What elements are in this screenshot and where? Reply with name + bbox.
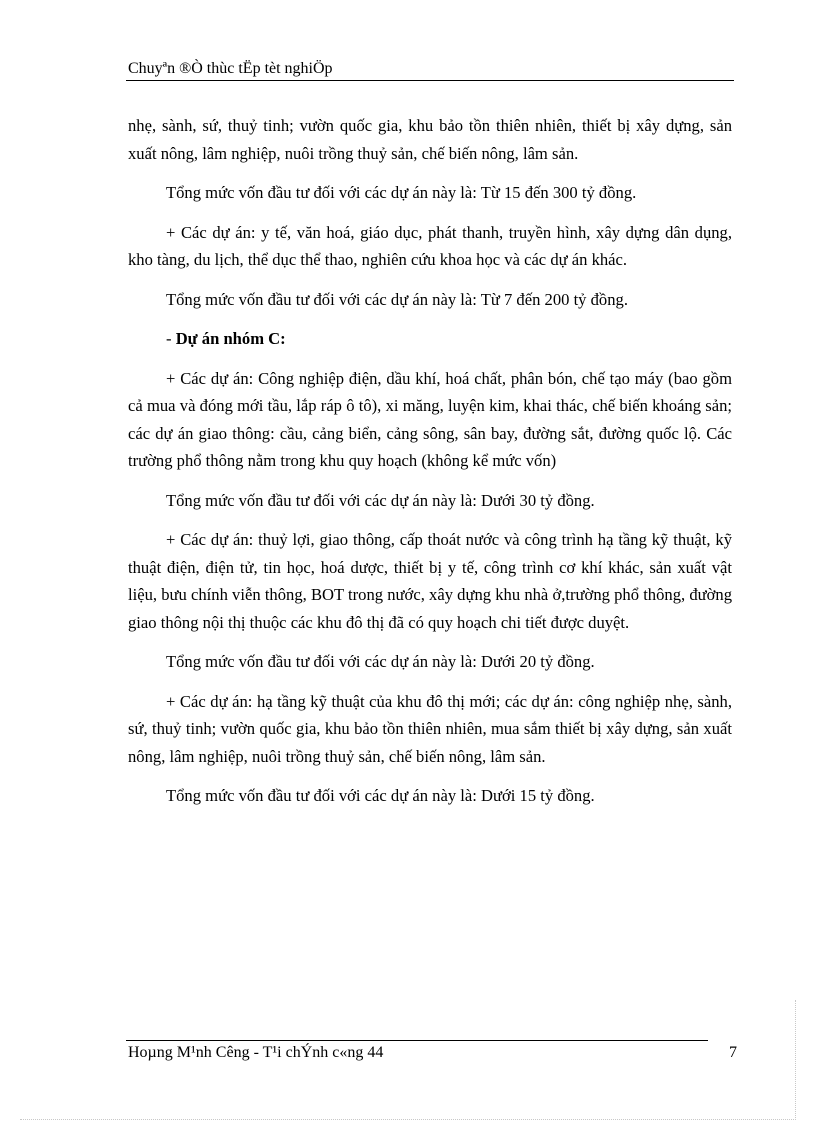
body-paragraph: nhẹ, sành, sứ, thuỷ tinh; vườn quốc gia, khu bảo tồn thiên nhiên, thiết bị xây dựng, sản xuất nông, lâm nghiệp, nuôi trồng thuỷ sản, chế biến nông, lâm sản. [128,116,732,163]
group-c-dash: - [166,329,176,348]
footer-divider [126,1040,708,1041]
body-paragraph: + Các dự án: y tế, văn hoá, giáo dục, phát thanh, truyền hình, xây dựng dân dụng, kho tàng, du lịch, thể dục thể thao, nghiên cứu khoa học và các dự án khác. [128,222,732,269]
body-paragraph: Tổng mức vốn đầu tư đối với các dự án này là: Dưới 20 tỷ đồng. [166,652,595,671]
running-header: Chuyªn ®Ò thùc tËp tèt nghiÖp [128,60,333,77]
body-paragraph: + Các dự án: thuỷ lợi, giao thông, cấp thoát nước và công trình hạ tầng kỹ thuật, kỹ thuật điện, điện tử, tin học, hoá dược, thiết bị y tế, công trình cơ khí khác, sản xuất vật liệu, bưu chính viễn thông, BOT trong nước, xây dựng khu nhà ở,trường phổ thông, đường giao thông nội thị thuộc các khu đô thị đã có quy hoạch chi tiết được duyệt. [128,530,732,632]
header-divider [126,80,734,81]
running-footer: Hoµng M¹nh Cêng - T¹i chÝnh c«ng 44 [128,1044,384,1061]
body-paragraph: + Các dự án: hạ tầng kỹ thuật của khu đô thị mới; các dự án: công nghiệp nhẹ, sành, sứ, thuỷ tinh; vườn quốc gia, khu bảo tồn thiên nhiên, mua sắm thiết bị xây dựng, sản xuất nông, lâm nghiệp, nuôi trồng thuỷ sản, chế biến nông, lâm sản. [128,691,732,766]
page-number: 7 [729,1044,737,1061]
body-paragraph: Tổng mức vốn đầu tư đối với các dự án này là: Dưới 30 tỷ đồng. [166,490,595,510]
page-edge-bottom [20,1119,796,1120]
body-paragraph: + Các dự án: Công nghiệp điện, dầu khí, hoá chất, phân bón, chế tạo máy (bao gồm cả mua và đóng mới tầu, lắp ráp ô tô), xi măng, luyện kim, khai thác, chế biến khoáng sản; các dự án giao thông: cầu, cảng biển, cảng sông, sân bay, đường sắt, đường quốc lộ. Các trường phổ thông nằm trong khu quy hoạch (không kể mức vốn) [128,368,732,470]
page-edge-right [795,1000,796,1118]
body-paragraph: Tổng mức vốn đầu tư đối với các dự án này là: Từ 15 đến 300 tỷ đồng. [166,183,637,202]
group-c-heading [128,325,732,353]
group-c-label: Dự án nhóm C: [175,329,286,348]
document-body [128,112,732,822]
body-paragraph: Tổng mức vốn đầu tư đối với các dự án này là: Dưới 15 tỷ đồng. [166,786,595,805]
body-paragraph: Tổng mức vốn đầu tư đối với các dự án này là: Từ 7 đến 200 tỷ đồng. [166,289,628,309]
